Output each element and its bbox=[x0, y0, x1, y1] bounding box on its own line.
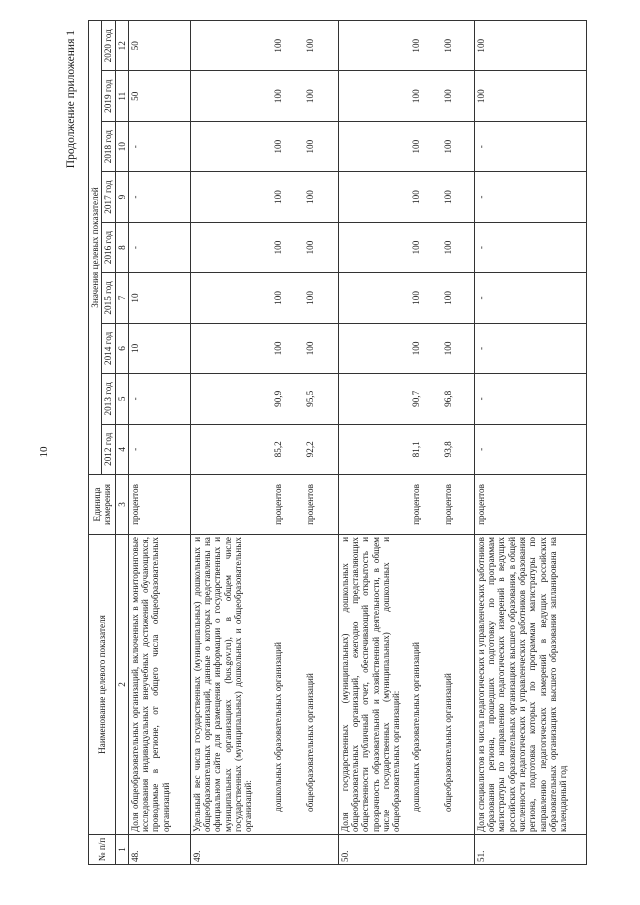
indicator-name: дошкольных образовательных организаций bbox=[410, 535, 442, 835]
header-year: 2020 год bbox=[102, 21, 115, 72]
unit-cell: процентов bbox=[272, 475, 304, 535]
value-cell: 10 bbox=[128, 273, 190, 323]
header-year: 2019 год bbox=[102, 71, 115, 121]
table-row bbox=[272, 21, 304, 865]
value-cell: 100 bbox=[272, 323, 304, 373]
value-cell: 100 bbox=[442, 21, 474, 72]
column-number: 7 bbox=[115, 273, 128, 323]
value-cell bbox=[190, 222, 272, 272]
value-cell: 100 bbox=[474, 21, 586, 72]
value-cell bbox=[190, 323, 272, 373]
value-cell bbox=[190, 71, 272, 121]
indicator-name: Доля общеобразовательных организаций, включенных в мониторинговые исследования индивидуальных внеучебных достижений обучающихся, проводимые в регионе, от общего числа общеобразовательных организаций bbox=[128, 535, 190, 835]
table-row bbox=[190, 21, 272, 865]
unit-cell: процентов bbox=[442, 475, 474, 535]
value-cell: 100 bbox=[442, 71, 474, 121]
value-cell: 50 bbox=[128, 21, 190, 72]
value-cell bbox=[338, 424, 410, 474]
value-cell: 85,2 bbox=[272, 424, 304, 474]
value-cell: 100 bbox=[410, 273, 442, 323]
value-cell: - bbox=[474, 172, 586, 222]
value-cell: 100 bbox=[442, 172, 474, 222]
value-cell: 100 bbox=[304, 323, 338, 373]
header-year: 2014 год bbox=[102, 323, 115, 373]
value-cell: 100 bbox=[272, 222, 304, 272]
table-row bbox=[304, 21, 338, 865]
column-number: 3 bbox=[115, 475, 128, 535]
value-cell: 50 bbox=[128, 71, 190, 121]
value-cell: 90,9 bbox=[272, 374, 304, 424]
row-number bbox=[442, 835, 474, 865]
indicator-name: общеобразовательных организаций bbox=[442, 535, 474, 835]
column-number: 5 bbox=[115, 374, 128, 424]
value-cell: - bbox=[474, 273, 586, 323]
indicator-name: дошкольных образовательных организаций bbox=[272, 535, 304, 835]
value-cell bbox=[338, 21, 410, 72]
unit-cell: процентов bbox=[410, 475, 442, 535]
value-cell: 93,8 bbox=[442, 424, 474, 474]
value-cell: - bbox=[474, 424, 586, 474]
header-num: № п/п bbox=[89, 835, 116, 865]
indicator-name: Удельный вес числа государственных (муниципальных) дошкольных и общеобразовательных организаций, данные о которых представлены на официальном сайте для размещения информации о государственных и муниципальных организациях (bus.gov.ru), в общем числе государственных (муниципальных) дошкольных и общеобразовательных организаций: bbox=[190, 535, 272, 835]
value-cell bbox=[338, 172, 410, 222]
value-cell: - bbox=[128, 424, 190, 474]
value-cell: 100 bbox=[304, 21, 338, 72]
value-cell: 100 bbox=[272, 172, 304, 222]
row-number: 51. bbox=[474, 835, 586, 865]
value-cell: 100 bbox=[410, 172, 442, 222]
value-cell bbox=[338, 323, 410, 373]
value-cell: 100 bbox=[410, 222, 442, 272]
unit-cell: процентов bbox=[304, 475, 338, 535]
rotated-page bbox=[60, 20, 620, 865]
header-year: 2016 год bbox=[102, 222, 115, 272]
value-cell: 100 bbox=[410, 323, 442, 373]
table-row bbox=[410, 21, 442, 865]
value-cell: 100 bbox=[410, 121, 442, 171]
value-cell: 100 bbox=[442, 323, 474, 373]
value-cell: 100 bbox=[442, 121, 474, 171]
value-cell: - bbox=[474, 121, 586, 171]
value-cell bbox=[338, 273, 410, 323]
header-year: 2013 год bbox=[102, 374, 115, 424]
value-cell: 100 bbox=[304, 172, 338, 222]
value-cell bbox=[190, 121, 272, 171]
value-cell bbox=[338, 374, 410, 424]
header-name: Наименование целевого показателя bbox=[89, 535, 116, 835]
column-number: 9 bbox=[115, 172, 128, 222]
value-cell: 100 bbox=[272, 273, 304, 323]
header-year: 2012 год bbox=[102, 424, 115, 474]
table-row bbox=[338, 21, 410, 865]
value-cell: 100 bbox=[304, 121, 338, 171]
value-cell: 100 bbox=[272, 121, 304, 171]
value-cell: - bbox=[128, 374, 190, 424]
unit-cell bbox=[190, 475, 272, 535]
value-cell: 92,2 bbox=[304, 424, 338, 474]
value-cell bbox=[190, 172, 272, 222]
value-cell: 95,5 bbox=[304, 374, 338, 424]
table-row bbox=[474, 21, 586, 865]
column-number: 12 bbox=[115, 21, 128, 72]
indicator-name: Доля государственных (муниципальных) дошкольных и общеобразовательных организаций, ежегодно представляющих общественности публичный отчет, обеспечивающий открытость и прозрачность образовательной и хозяйственной деятельности, в общем числе государственных (муниципальных) дошкольных и общеобразовательных организаций: bbox=[338, 535, 410, 835]
column-number: 6 bbox=[115, 323, 128, 373]
value-cell: 100 bbox=[474, 71, 586, 121]
value-cell: 100 bbox=[272, 21, 304, 72]
value-cell: 100 bbox=[442, 222, 474, 272]
unit-cell: процентов bbox=[128, 475, 190, 535]
header-unit: Единица измерения bbox=[89, 475, 116, 535]
page-number: 10 bbox=[38, 446, 50, 458]
value-cell: 100 bbox=[304, 71, 338, 121]
value-cell: - bbox=[474, 374, 586, 424]
column-number: 4 bbox=[115, 424, 128, 474]
header-year: 2015 год bbox=[102, 273, 115, 323]
value-cell bbox=[338, 71, 410, 121]
value-cell bbox=[338, 121, 410, 171]
row-number: 50. bbox=[338, 835, 410, 865]
header-year: 2017 год bbox=[102, 172, 115, 222]
table-row bbox=[442, 21, 474, 865]
value-cell bbox=[190, 374, 272, 424]
value-cell: - bbox=[128, 121, 190, 171]
column-number: 1 bbox=[115, 835, 128, 865]
value-cell: 100 bbox=[272, 71, 304, 121]
header-values-group: Значения целевых показателей bbox=[89, 21, 102, 475]
column-number: 11 bbox=[115, 71, 128, 121]
value-cell bbox=[190, 273, 272, 323]
column-number: 2 bbox=[115, 535, 128, 835]
value-cell: - bbox=[128, 222, 190, 272]
value-cell: - bbox=[128, 172, 190, 222]
header-year: 2018 год bbox=[102, 121, 115, 171]
unit-cell bbox=[338, 475, 410, 535]
value-cell: 100 bbox=[304, 222, 338, 272]
row-number bbox=[272, 835, 304, 865]
value-cell bbox=[190, 21, 272, 72]
row-number: 48. bbox=[128, 835, 190, 865]
value-cell: 100 bbox=[410, 71, 442, 121]
indicator-table bbox=[88, 20, 587, 865]
row-number bbox=[304, 835, 338, 865]
indicator-name: Доля специалистов из числа педагогических и управленческих работников образования региона, прошедших подготовку по программам магистратуры по направлению педагогических измерений в ведущих российских образовательных организациях высшего образования, в общей численности педагогических и управленческих работников образования региона, подготовка которых по программам магистратуры по направлению педагогических измерений в ведущих российских образовательных организациях высшего образования запланирована на календарный год bbox=[474, 535, 586, 835]
column-number: 8 bbox=[115, 222, 128, 272]
value-cell: - bbox=[474, 222, 586, 272]
value-cell: 100 bbox=[410, 21, 442, 72]
value-cell: 90,7 bbox=[410, 374, 442, 424]
table-row bbox=[128, 21, 190, 865]
value-cell: 81,1 bbox=[410, 424, 442, 474]
value-cell: 10 bbox=[128, 323, 190, 373]
column-number: 10 bbox=[115, 121, 128, 171]
value-cell: 100 bbox=[442, 273, 474, 323]
row-number bbox=[410, 835, 442, 865]
value-cell bbox=[338, 222, 410, 272]
continuation-title: Продолжение приложения 1 bbox=[65, 30, 77, 169]
value-cell: 96,8 bbox=[442, 374, 474, 424]
value-cell bbox=[190, 424, 272, 474]
value-cell: 100 bbox=[304, 273, 338, 323]
value-cell: - bbox=[474, 323, 586, 373]
indicator-name: общеобразовательных организаций bbox=[304, 535, 338, 835]
row-number: 49. bbox=[190, 835, 272, 865]
unit-cell: процентов bbox=[474, 475, 586, 535]
